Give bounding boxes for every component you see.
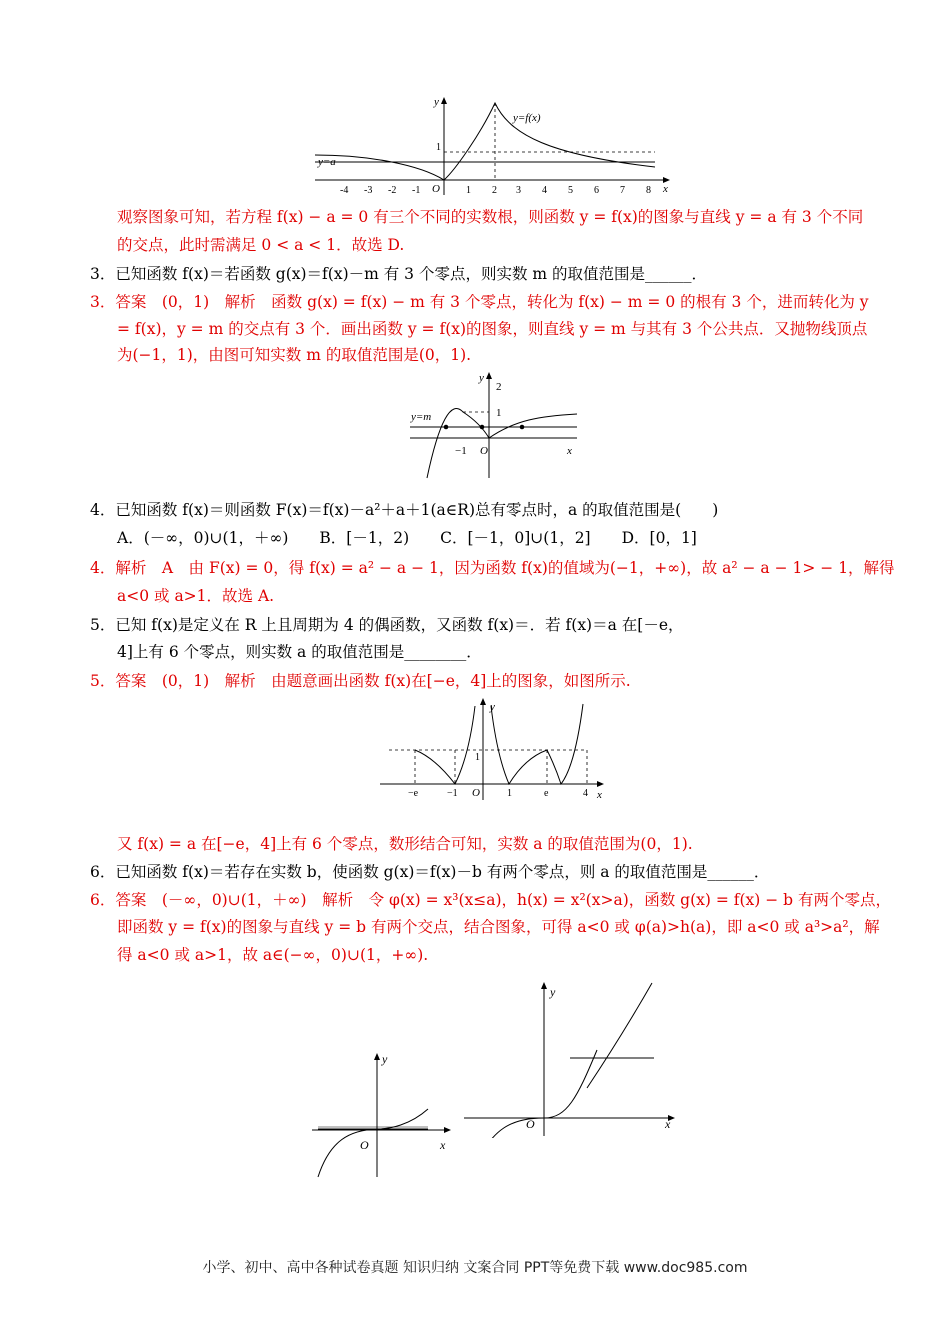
y-label: y — [382, 1052, 388, 1066]
tick-label: 4 — [542, 185, 547, 196]
tick-label: 2 — [492, 185, 497, 196]
x-label: x — [597, 789, 602, 801]
intersection-point — [480, 425, 485, 430]
tick-x: −e — [408, 788, 419, 799]
right-curve — [489, 414, 577, 438]
answer-6-line: 6．答案 (－∞，0)∪(1，＋∞) 解析 令 φ(x) = x³(x≤a)，h(x) = x²(x>a)，函数 g(x) = f(x) − b 有两个零点， — [90, 891, 892, 909]
question-6: 6．已知函数 f(x)＝若存在实数 b，使函数 g(x)＝f(x)－b 有两个零点，则 a 的取值范围是______． — [90, 863, 770, 881]
tick-label: 3 — [516, 185, 521, 196]
text-line: 的交点，此时需满足 0 < a < 1．故选 D. — [117, 236, 405, 254]
line-y-m-label: y=m — [411, 411, 432, 423]
tick-x: 4 — [583, 788, 588, 799]
graph-5-figure — [462, 978, 687, 1138]
tick-label: 7 — [620, 185, 625, 196]
y-axis-arrow — [374, 1053, 380, 1060]
tick-label: 1 — [466, 185, 471, 196]
origin-label: O — [480, 445, 488, 457]
tick-label: -2 — [388, 185, 397, 196]
y-label: y — [479, 372, 484, 384]
tick-label: -3 — [364, 185, 373, 196]
x-axis-arrow — [597, 781, 604, 787]
graph-2-figure — [405, 368, 585, 480]
tick-minus-1: −1 — [455, 445, 467, 457]
curve-f — [315, 103, 655, 180]
answer-5-line: 5．答案 (0，1) 解析 由题意画出函数 f(x)在[−e，4]上的图象，如图所示. — [90, 672, 631, 690]
y-axis-arrow — [486, 372, 492, 379]
question-5-line: 4]上有 6 个零点，则实数 a 的取值范围是________． — [117, 643, 482, 661]
y-axis-arrow — [480, 698, 486, 705]
answer-3-line: 为(−1，1)，由图可知实数 m 的取值范围是(0，1). — [117, 346, 472, 364]
tick-2: 2 — [496, 381, 502, 393]
tick-x: 1 — [507, 788, 512, 799]
graph-3-figure — [375, 696, 610, 808]
origin-label: O — [526, 1117, 535, 1131]
parabola-curve — [587, 983, 652, 1088]
origin-label: O — [432, 183, 440, 195]
x-label: x — [665, 1117, 671, 1131]
origin-label: O — [472, 787, 480, 799]
tick-label: 5 — [568, 185, 573, 196]
one-label: 1 — [436, 142, 441, 153]
question-3: 3．已知函数 f(x)＝若函数 g(x)＝f(x)－m 有 3 个零点，则实数 m 的取值范围是______． — [90, 265, 708, 283]
tick-label: -4 — [340, 185, 349, 196]
answer-4-line: 4．解析 A 由 F(x) = 0，得 f(x) = a² − a − 1，因为函数 f(x)的值域为(−1，+∞)，故 a² − a − 1> − 1，解得 — [90, 559, 895, 577]
intersection-point — [520, 425, 525, 430]
graph-1-figure — [310, 95, 680, 200]
question-4-options: A．(－∞，0)∪(1，＋∞) B．[－1，2) C．[－1，0]∪(1，2] D．[0，1] — [117, 529, 697, 547]
y-label: y — [550, 985, 556, 999]
x-label: x — [440, 1138, 446, 1152]
answer-4-line: a<0 或 a>1．故选 A. — [117, 587, 275, 605]
line-y-a-label: y=a — [318, 156, 336, 168]
cubic-curve — [474, 1050, 597, 1138]
answer-5-line: 又 f(x) = a 在[−e，4]上有 6 个零点，数形结合可知，实数 a 的取值范围为(0，1). — [117, 835, 693, 853]
y-axis-arrow — [441, 97, 447, 104]
answer-3-line: = f(x)，y = m 的交点有 3 个．画出函数 y = f(x)的图象，则直线 y = m 与其有 3 个公共点．又抛物线顶点 — [117, 320, 868, 338]
cubic-curve — [318, 1129, 377, 1177]
y-axis-arrow — [541, 982, 547, 989]
origin-label: O — [360, 1138, 369, 1152]
parabola — [427, 409, 489, 478]
footer: 小学、初中、高中各种试卷真题 知识归纳 文案合同 PPT等免费下载 www.doc985.com — [202, 1260, 748, 1276]
answer-6-line: 得 a<0 或 a>1，故 a∈(−∞，0)∪(1，+∞). — [117, 946, 429, 964]
parabola-curve — [377, 1109, 428, 1129]
tick-x: −1 — [447, 788, 458, 799]
answer-6-line: 即函数 y = f(x)的图象与直线 y = b 有两个交点，结合图象，可得 a<0 或 φ(a)>h(a)，即 a<0 或 a³>a²，解 — [117, 918, 880, 936]
text-line: 观察图象可知，若方程 f(x) − a = 0 有三个不同的实数根，则函数 y = f(x)的图象与直线 y = a 有 3 个不同 — [117, 208, 864, 226]
tick-1-y: 1 — [475, 752, 480, 763]
tick-x: e — [544, 788, 549, 799]
graph-4-figure — [310, 1045, 460, 1180]
y-label: y — [434, 96, 439, 108]
answer-3-line: 3．答案 (0，1) 解析 函数 g(x) = f(x) − m 有 3 个零点，转化为 f(x) − m = 0 的根有 3 个，进而转化为 y — [90, 293, 869, 311]
question-5-line: 5．已知 f(x)是定义在 R 上且周期为 4 的偶函数，又函数 f(x)＝．若 f(x)＝a 在[－e， — [90, 616, 684, 634]
y-label: y — [490, 701, 495, 713]
x-label: x — [663, 183, 668, 195]
x-label: x — [567, 445, 572, 457]
question-4-line: 4．已知函数 f(x)＝则函数 F(x)＝f(x)－a²＋a＋1(a∈R)总有零点时，a 的取值范围是( ) — [90, 501, 719, 519]
curve-f — [415, 704, 583, 784]
x-axis-arrow — [444, 1127, 451, 1133]
tick-label: 6 — [594, 185, 599, 196]
tick-label: -1 — [412, 185, 421, 196]
tick-1: 1 — [496, 407, 502, 419]
tick-label: 8 — [646, 185, 651, 196]
intersection-point — [444, 425, 449, 430]
curve-label: y=f(x) — [513, 112, 541, 124]
